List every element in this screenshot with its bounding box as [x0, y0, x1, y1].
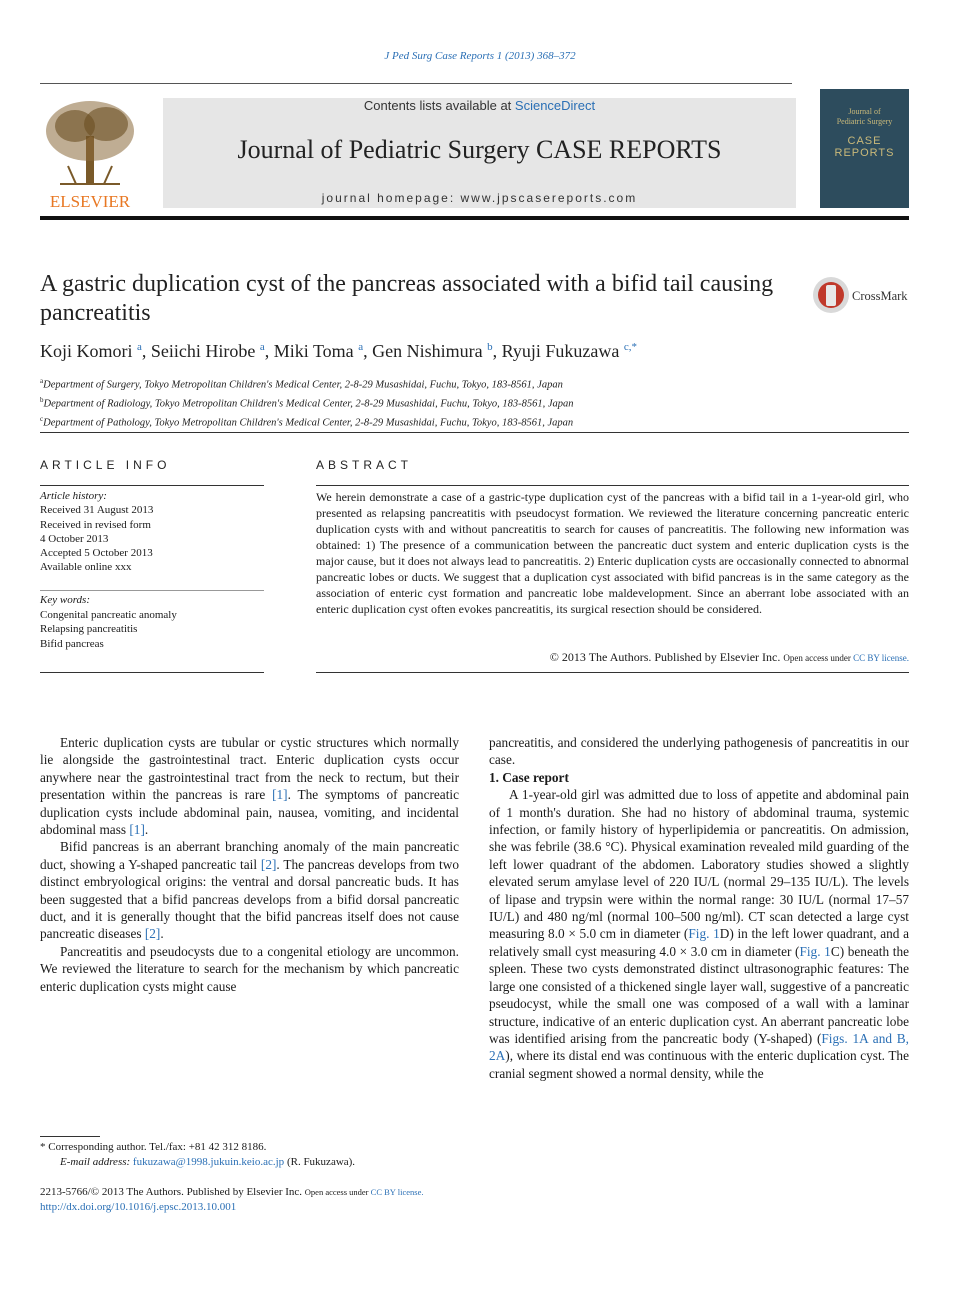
author-name[interactable]: Miki Toma [273, 341, 354, 361]
journal-citation[interactable]: J Ped Surg Case Reports 1 (2013) 368–372 [384, 50, 576, 62]
text: . [160, 926, 164, 942]
figure-link[interactable]: Fig. 1 [799, 943, 831, 959]
history-item: Accepted 5 October 2013 [40, 547, 153, 560]
text: D) in the left lower quadrant, and a relatively small cyst measuring 4.0 × 3.0 cm in diameter ( [489, 926, 909, 959]
section-heading: 1. Case report [489, 769, 569, 785]
history-item: Available online xxx [40, 561, 132, 574]
cover-case: CASE [847, 135, 882, 147]
article-info-heading: ARTICLE INFO [40, 458, 171, 472]
open-access-text: Open access under [783, 653, 854, 663]
footnote-rule [40, 1136, 100, 1137]
abstract-bottom-rule [316, 672, 909, 673]
contents-prefix: Contents lists available at [363, 98, 515, 113]
author-affiliation-mark[interactable]: a [358, 341, 364, 353]
figure-link[interactable]: Figs. 1A and B, 2A [489, 1030, 909, 1064]
page-bottom-info [40, 1185, 640, 1214]
abstract-heading: ABSTRACT [316, 458, 413, 472]
email-suffix: (R. Fukuzawa). [284, 1155, 356, 1168]
author-list: Koji Komori $^a$, Seiichi Hirobe $^a$, Miki Toma $^a$, Gen Nishimura $^b$, Ryuji Fukuzawa $^{c,*}$ [40, 341, 637, 361]
crossmark-label: CrossMark [852, 289, 908, 303]
article-info-bottom-rule [40, 672, 264, 673]
figure-link[interactable]: Fig. 1 [688, 926, 720, 942]
affiliation-key: a [40, 377, 44, 385]
affiliation-text: Department of Surgery, Tokyo Metropolitan Children's Medical Center, 2-8-29 Musashidai, Fuchu, Tokyo, 183-8561, Japan [43, 379, 563, 391]
contents-line [163, 98, 796, 113]
article-title: A gastric duplication cyst of the pancreas associated with a bifid tail causing pancreatitis [40, 271, 774, 326]
abstract-text: We herein demonstrate a case of a gastric-type duplication cyst of the pancreas with a bifid tail in a 1-year-old girl, who presented as relapsing pancreatitis with pseudocyst formation. We reviewed the literature concerning pancreatic enteric duplication cysts with and without pancreatitis to search for causes of pancreatitis. The following new information was obtained: 1) The presence of a communication between the pancreatic duct system and enteric duplication cysts is the major cause, but it does not always lead to pancreatitis. 2) Enteric duplication cysts are occasionally connected to abnormal pancreatic lobes or ducts. We suggest that a duplication cyst associated with bifid pancreas is in the same category as the association of enteric cyst formation and pancreatic lobe maldevelopment. Since an aberrant lobe associated with an enteric duplication cyst often evokes pancreatitis, its surgical resection should be considered. [316, 490, 909, 616]
reference-link[interactable]: [1] [129, 822, 145, 838]
paragraph [489, 786, 909, 1082]
keywords-label: Key words: [40, 594, 91, 606]
logo-wordmark: ELSEVIER [49, 192, 131, 211]
crossmark-icon [812, 276, 912, 316]
author-name[interactable]: Ryuji Fukuzawa [501, 341, 620, 361]
author-name[interactable]: Gen Nishimura [372, 341, 483, 361]
issn-line [40, 1185, 640, 1200]
cover-journal-name [820, 107, 909, 127]
history-item: 4 October 2013 [40, 532, 109, 545]
text: ), where its distal end was continuous with the enteric duplication cyst. The cranial segment showed a normal density, while the [489, 1048, 909, 1081]
body-right-column [489, 734, 909, 1082]
footnote [40, 1140, 470, 1169]
text: . [144, 822, 149, 838]
text: A 1-year-old girl was admitted due to loss of appetite and abdominal pain of 1 month's duration. She had no history of abdominal trauma, systemic infection, or family history of hyperlipidemia or pancreatitis. On admission, she was febrile (38.6 °C). Physical examination revealed mild guarding of the left lower quadrant of the abdomen. Laboratory studies showed a slightly elevated serum amylase level of 220 IU/L (normal 29–135 IU/L). The levels of lipase and trypsin were within the normal range: 30 IU/L (normal 17–57 IU/L) and 480 ng/ml (normal 100–500 ng/ml). CT scan detected a large cyst measuring 8.0 × 5.0 cm in diameter ( [489, 787, 909, 942]
paragraph [40, 838, 459, 942]
text: C) beneath the spleen. These two cysts demonstrated distinct ultrasonographic features: The large one consisted of a thickened single layer wall, suggestive of a pancreatic pseudocyst, while the small one was composed of a wall with a laminar structure, indicative of an enteric duplication cyst. An aberrant pancreatic lobe was identified arising from the pancreatic body (Y-shaped) ( [489, 943, 909, 1046]
author-affiliation-mark[interactable]: c,* [623, 341, 637, 353]
keyword-item: Congenital pancreatic anomaly [40, 608, 177, 621]
doi-link[interactable]: http://dx.doi.org/10.1016/j.epsc.2013.10.001 [40, 1200, 237, 1213]
text: Bifid pancreas is an aberrant branching anomaly of the main pancreatic duct, showing a Y-shaped pancreatic tail [40, 839, 459, 872]
open-access-text: Open access under [304, 1187, 371, 1197]
paragraph: pancreatitis, and considered the underlying pathogenesis of pancreatitis in our case. [489, 735, 909, 768]
issn-text: 2213-5766/© 2013 The Authors. Published by Elsevier Inc. [40, 1186, 305, 1198]
cover-reports: REPORTS [834, 147, 895, 159]
journal-title: Journal of Pediatric Surgery CASE REPORTS [237, 135, 722, 164]
license-link[interactable]: CC BY license. [370, 1187, 424, 1197]
text: . The symptoms of pancreatic duplication cysts include abdominal pain, nausea, vomiting, and incidental abdominal mass [40, 787, 459, 838]
paragraph [40, 734, 459, 838]
reference-link[interactable]: [2] [260, 856, 277, 872]
affiliation-item [40, 374, 880, 393]
keyword-item: Bifid pancreas [40, 637, 104, 650]
corresponding-author: * Corresponding author. Tel./fax: +81 42 312 8186. [40, 1141, 267, 1153]
affiliation-item [40, 393, 880, 412]
author-affiliation-mark[interactable]: a [259, 341, 265, 353]
author-name[interactable]: Seiichi Hirobe [150, 341, 256, 361]
email-line [40, 1155, 470, 1170]
journal-cover[interactable] [820, 89, 909, 208]
paragraph: Pancreatitis and pseudocysts due to a congenital etiology are uncommon. We reviewed the literature to search for the mechanism by which pancreatic enteric duplication cysts might cause [40, 943, 459, 994]
history-item: Received 31 August 2013 [40, 504, 154, 517]
affiliations [40, 374, 880, 431]
affiliation-item [40, 412, 880, 431]
journal-homepage[interactable]: journal homepage: www.jpscasereports.com [321, 191, 638, 205]
text: Enteric duplication cysts are tubular or cystic structures which normally lie alongside the gastrointestinal tract. Enteric duplication cysts occur anywhere near the gastrointestinal tract from the neck to rectum, but their presentation within the pancreas is rare [40, 735, 459, 803]
header-thick-rule [40, 216, 909, 220]
author-affiliation-mark[interactable]: a [137, 341, 142, 353]
article-history [40, 489, 264, 575]
history-item: Received in revised form [40, 518, 151, 531]
abstract-copyright [316, 650, 909, 665]
abstract-rule [316, 485, 909, 486]
cover-line-1: Journal of [848, 107, 881, 116]
reference-link[interactable]: [2] [144, 926, 161, 942]
keywords [40, 593, 264, 651]
header-rule [40, 83, 792, 84]
text: . The pancreas develops from two distinct embryological origins: the ventral and dorsal pancreatic buds. It has been suggested that a bifid pancreas develops from a bifid dorsal pancreatic duct, and it is generally thought that the bifid pancreas itself does not cause pancreatic diseases [40, 856, 459, 942]
cover-case-reports [820, 135, 909, 159]
email-link[interactable]: fukuzawa@1998.jukuin.keio.ac.jp [132, 1155, 285, 1168]
history-label: Article history: [40, 490, 107, 502]
affiliation-text: Department of Pathology, Tokyo Metropolitan Children's Medical Center, 2-8-29 Musashidai, Fuchu, Tokyo, 183-8561, Japan [43, 417, 574, 429]
sciencedirect-link[interactable]: ScienceDirect [514, 98, 596, 113]
title-rule [40, 432, 909, 433]
article-info-rule [40, 485, 264, 486]
email-label: E-mail address: [60, 1155, 133, 1168]
crossmark-badge[interactable] [812, 276, 912, 316]
license-link[interactable]: CC BY license. [853, 653, 909, 663]
cover-line-2: Pediatric Surgery [836, 117, 893, 126]
body-left-column [40, 734, 459, 995]
author-affiliation-mark[interactable]: b [487, 341, 493, 353]
keywords-rule [40, 590, 264, 591]
author-name[interactable]: Koji Komori [40, 341, 133, 361]
keyword-item: Relapsing pancreatitis [40, 623, 138, 635]
reference-link[interactable]: [1] [272, 787, 288, 803]
elsevier-logo[interactable] [40, 96, 140, 211]
affiliation-text: Department of Radiology, Tokyo Metropolitan Children's Medical Center, 2-8-29 Musashidai, Fuchu, Tokyo, 183-8561, Japan [43, 398, 574, 410]
affiliation-key: c [40, 415, 44, 423]
affiliation-key: b [40, 396, 44, 404]
tree-icon [40, 96, 140, 211]
copyright-text: © 2013 The Authors. Published by Elsevier Inc. [549, 650, 781, 664]
